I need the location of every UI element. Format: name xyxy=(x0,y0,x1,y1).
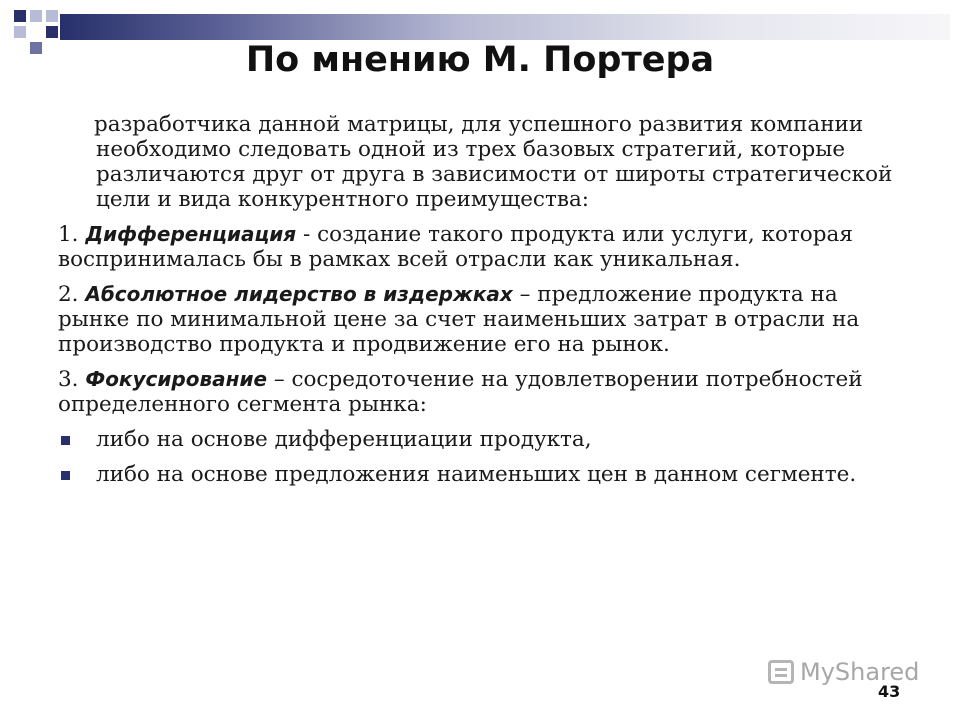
bullet-text: либо на основе предложения наименьших цен в данном сегменте. xyxy=(96,462,857,487)
bullet-item xyxy=(58,462,908,487)
item-number: 2. xyxy=(58,282,79,307)
intro-paragraph: разработчика данной матрицы, для успешного развития компании необходимо следовать одной из трех базовых стратегий, которые различаются друг от друга в зависимости от широты стратегической цели и вида конкурентного преимущества: xyxy=(94,112,893,212)
page-number: 43 xyxy=(878,682,901,701)
header-band xyxy=(60,14,950,40)
watermark-text: MyShared xyxy=(800,658,920,686)
item-text: - создание такого продукта или услуги, которая воспринималась бы в рамках всей отрасли как уникальная. xyxy=(58,222,853,272)
bullet-item xyxy=(58,427,908,452)
slide-title: По мнению М. Портера xyxy=(245,40,715,80)
slide-body xyxy=(58,112,908,497)
bullet-text: либо на основе дифференциации продукта, xyxy=(96,427,592,452)
strategy-item xyxy=(58,367,908,417)
item-term: Дифференциация xyxy=(85,222,297,246)
item-term: Абсолютное лидерство в издержках xyxy=(85,282,513,306)
item-term: Фокусирование xyxy=(85,367,268,391)
strategy-item xyxy=(58,282,908,357)
item-number: 3. xyxy=(58,367,79,392)
square-bullet-icon xyxy=(61,471,70,480)
item-text: – сосредоточение на удовлетворении потребностей определенного сегмента рынка: xyxy=(58,367,863,417)
item-text: – предложение продукта на рынке по минимальной цене за счет наименьших затрат в отрасли на производство продукта и продвижение его на рынок. xyxy=(58,282,860,357)
item-number: 1. xyxy=(58,222,79,247)
square-bullet-icon xyxy=(61,436,70,445)
presentation-icon xyxy=(768,660,794,684)
strategy-item xyxy=(58,222,908,272)
